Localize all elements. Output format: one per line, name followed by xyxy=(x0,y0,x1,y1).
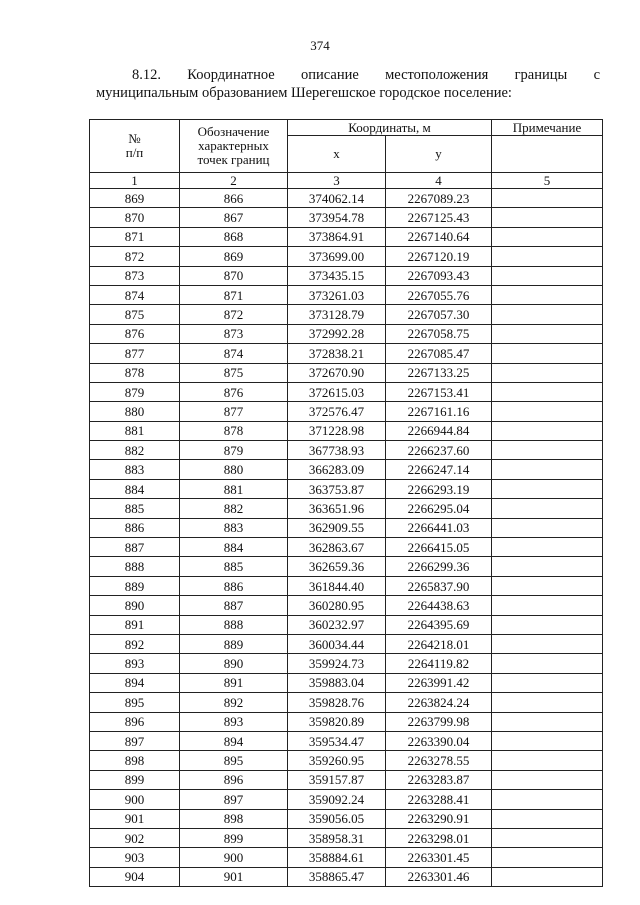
cell-x: 360280.95 xyxy=(288,596,386,615)
cell-y: 2267093.43 xyxy=(386,266,492,285)
heading-section-number: 8.12. xyxy=(132,67,161,83)
heading-word: описание xyxy=(301,67,359,83)
cell-point-designation: 898 xyxy=(180,809,288,828)
cell-row-number: 881 xyxy=(90,421,180,440)
cell-y: 2263390.04 xyxy=(386,731,492,750)
cell-point-designation: 866 xyxy=(180,189,288,208)
table-row xyxy=(90,305,603,324)
cell-x: 371228.98 xyxy=(288,421,386,440)
cell-row-number: 884 xyxy=(90,479,180,498)
cell-y: 2263799.98 xyxy=(386,712,492,731)
cell-x: 362863.67 xyxy=(288,538,386,557)
cell-point-designation: 870 xyxy=(180,266,288,285)
cell-y: 2266295.04 xyxy=(386,499,492,518)
cell-x: 359924.73 xyxy=(288,654,386,673)
heading-line-1 xyxy=(96,66,600,84)
cell-y: 2267057.30 xyxy=(386,305,492,324)
cell-y: 2263824.24 xyxy=(386,693,492,712)
table-row xyxy=(90,634,603,653)
cell-row-number: 883 xyxy=(90,460,180,479)
cell-note xyxy=(492,848,603,867)
header-y: y xyxy=(386,136,492,173)
cell-y: 2264395.69 xyxy=(386,615,492,634)
cell-x: 362659.36 xyxy=(288,557,386,576)
cell-x: 373435.15 xyxy=(288,266,386,285)
section-heading xyxy=(96,66,600,102)
cell-note xyxy=(492,266,603,285)
cell-row-number: 903 xyxy=(90,848,180,867)
cell-x: 372615.03 xyxy=(288,382,386,401)
cell-point-designation: 896 xyxy=(180,770,288,789)
table-row xyxy=(90,344,603,363)
table-row xyxy=(90,518,603,537)
cell-point-designation: 897 xyxy=(180,790,288,809)
table-row xyxy=(90,848,603,867)
cell-x: 359056.05 xyxy=(288,809,386,828)
column-number: 3 xyxy=(288,173,386,189)
heading-word: с xyxy=(593,67,600,83)
cell-note xyxy=(492,421,603,440)
cell-note xyxy=(492,751,603,770)
cell-note xyxy=(492,557,603,576)
cell-x: 359092.24 xyxy=(288,790,386,809)
cell-y: 2263298.01 xyxy=(386,828,492,847)
cell-row-number: 891 xyxy=(90,615,180,634)
cell-row-number: 890 xyxy=(90,596,180,615)
table-row xyxy=(90,382,603,401)
cell-row-number: 871 xyxy=(90,227,180,246)
header-note-empty xyxy=(492,136,603,173)
cell-x: 359820.89 xyxy=(288,712,386,731)
cell-x: 372576.47 xyxy=(288,402,386,421)
table-row xyxy=(90,363,603,382)
cell-point-designation: 881 xyxy=(180,479,288,498)
cell-point-designation: 889 xyxy=(180,634,288,653)
cell-note xyxy=(492,460,603,479)
cell-x: 360232.97 xyxy=(288,615,386,634)
cell-note xyxy=(492,790,603,809)
page-number: 374 xyxy=(310,38,330,53)
cell-note xyxy=(492,285,603,304)
cell-y: 2266415.05 xyxy=(386,538,492,557)
table-row xyxy=(90,557,603,576)
cell-note xyxy=(492,518,603,537)
cell-x: 362909.55 xyxy=(288,518,386,537)
table-row xyxy=(90,828,603,847)
cell-row-number: 900 xyxy=(90,790,180,809)
cell-y: 2263301.46 xyxy=(386,867,492,886)
cell-x: 358865.47 xyxy=(288,867,386,886)
cell-y: 2266237.60 xyxy=(386,441,492,460)
cell-row-number: 876 xyxy=(90,324,180,343)
cell-row-number: 892 xyxy=(90,634,180,653)
header-designation-line2: характерных xyxy=(198,138,269,153)
header-designation-line3: точек границ xyxy=(197,152,270,167)
table-row xyxy=(90,189,603,208)
cell-point-designation: 890 xyxy=(180,654,288,673)
cell-note xyxy=(492,828,603,847)
cell-row-number: 882 xyxy=(90,441,180,460)
cell-note xyxy=(492,712,603,731)
cell-x: 359828.76 xyxy=(288,693,386,712)
cell-note xyxy=(492,596,603,615)
cell-note xyxy=(492,324,603,343)
cell-x: 374062.14 xyxy=(288,189,386,208)
cell-y: 2266944.84 xyxy=(386,421,492,440)
cell-y: 2267120.19 xyxy=(386,247,492,266)
cell-point-designation: 875 xyxy=(180,363,288,382)
cell-y: 2263301.45 xyxy=(386,848,492,867)
table-body xyxy=(90,189,603,887)
cell-x: 367738.93 xyxy=(288,441,386,460)
cell-x: 373864.91 xyxy=(288,227,386,246)
cell-y: 2267153.41 xyxy=(386,382,492,401)
table-row xyxy=(90,538,603,557)
cell-y: 2267125.43 xyxy=(386,208,492,227)
cell-x: 358958.31 xyxy=(288,828,386,847)
cell-x: 373261.03 xyxy=(288,285,386,304)
cell-row-number: 895 xyxy=(90,693,180,712)
cell-point-designation: 878 xyxy=(180,421,288,440)
cell-point-designation: 901 xyxy=(180,867,288,886)
cell-note xyxy=(492,693,603,712)
cell-point-designation: 874 xyxy=(180,344,288,363)
cell-x: 363651.96 xyxy=(288,499,386,518)
table-row xyxy=(90,770,603,789)
cell-note xyxy=(492,634,603,653)
cell-point-designation: 876 xyxy=(180,382,288,401)
cell-row-number: 893 xyxy=(90,654,180,673)
cell-row-number: 904 xyxy=(90,867,180,886)
cell-point-designation: 886 xyxy=(180,576,288,595)
cell-note xyxy=(492,363,603,382)
cell-row-number: 880 xyxy=(90,402,180,421)
table-row xyxy=(90,285,603,304)
table-row xyxy=(90,324,603,343)
cell-note xyxy=(492,247,603,266)
header-number-sign: № xyxy=(128,131,141,146)
cell-point-designation: 873 xyxy=(180,324,288,343)
cell-x: 359157.87 xyxy=(288,770,386,789)
cell-point-designation: 894 xyxy=(180,731,288,750)
cell-y: 2267058.75 xyxy=(386,324,492,343)
table-row xyxy=(90,266,603,285)
cell-point-designation: 871 xyxy=(180,285,288,304)
cell-row-number: 894 xyxy=(90,673,180,692)
cell-point-designation: 883 xyxy=(180,518,288,537)
header-note: Примечание xyxy=(492,120,603,136)
cell-row-number: 886 xyxy=(90,518,180,537)
cell-x: 359534.47 xyxy=(288,731,386,750)
cell-y: 2263288.41 xyxy=(386,790,492,809)
table-row xyxy=(90,460,603,479)
cell-note xyxy=(492,654,603,673)
cell-x: 372992.28 xyxy=(288,324,386,343)
table-row xyxy=(90,227,603,246)
cell-point-designation: 867 xyxy=(180,208,288,227)
table-row xyxy=(90,654,603,673)
cell-note xyxy=(492,538,603,557)
cell-note xyxy=(492,809,603,828)
cell-x: 373699.00 xyxy=(288,247,386,266)
cell-row-number: 902 xyxy=(90,828,180,847)
cell-note xyxy=(492,441,603,460)
cell-point-designation: 884 xyxy=(180,538,288,557)
cell-point-designation: 893 xyxy=(180,712,288,731)
heading-word: местоположения xyxy=(385,67,489,83)
cell-note xyxy=(492,673,603,692)
cell-row-number: 869 xyxy=(90,189,180,208)
table-row xyxy=(90,712,603,731)
cell-note xyxy=(492,402,603,421)
cell-row-number: 879 xyxy=(90,382,180,401)
header-x: x xyxy=(288,136,386,173)
cell-row-number: 898 xyxy=(90,751,180,770)
header-row-number xyxy=(90,120,180,173)
cell-point-designation: 879 xyxy=(180,441,288,460)
cell-row-number: 887 xyxy=(90,538,180,557)
cell-x: 373128.79 xyxy=(288,305,386,324)
table-row xyxy=(90,402,603,421)
cell-row-number: 885 xyxy=(90,499,180,518)
cell-y: 2266247.14 xyxy=(386,460,492,479)
cell-point-designation: 891 xyxy=(180,673,288,692)
cell-row-number: 888 xyxy=(90,557,180,576)
table-row xyxy=(90,790,603,809)
column-number: 1 xyxy=(90,173,180,189)
cell-x: 361844.40 xyxy=(288,576,386,595)
cell-note xyxy=(492,305,603,324)
cell-y: 2265837.90 xyxy=(386,576,492,595)
cell-x: 363753.87 xyxy=(288,479,386,498)
table-header xyxy=(90,120,603,189)
cell-row-number: 897 xyxy=(90,731,180,750)
cell-row-number: 901 xyxy=(90,809,180,828)
cell-note xyxy=(492,576,603,595)
header-designation-line1: Обозначение xyxy=(197,124,270,139)
cell-row-number: 896 xyxy=(90,712,180,731)
cell-y: 2266293.19 xyxy=(386,479,492,498)
header-point-designation xyxy=(180,120,288,173)
table-row xyxy=(90,673,603,692)
cell-note xyxy=(492,227,603,246)
table-row xyxy=(90,576,603,595)
table-row xyxy=(90,421,603,440)
cell-y: 2263283.87 xyxy=(386,770,492,789)
cell-y: 2264218.01 xyxy=(386,634,492,653)
cell-x: 372670.90 xyxy=(288,363,386,382)
cell-row-number: 873 xyxy=(90,266,180,285)
cell-row-number: 875 xyxy=(90,305,180,324)
table-row xyxy=(90,751,603,770)
cell-x: 372838.21 xyxy=(288,344,386,363)
cell-row-number: 889 xyxy=(90,576,180,595)
coordinates-table xyxy=(89,119,603,887)
cell-point-designation: 868 xyxy=(180,227,288,246)
cell-note xyxy=(492,382,603,401)
header-coordinates: Координаты, м xyxy=(288,120,492,136)
column-number: 2 xyxy=(180,173,288,189)
cell-point-designation: 888 xyxy=(180,615,288,634)
cell-y: 2267161.16 xyxy=(386,402,492,421)
cell-note xyxy=(492,189,603,208)
cell-note xyxy=(492,479,603,498)
cell-y: 2266441.03 xyxy=(386,518,492,537)
table-row xyxy=(90,208,603,227)
cell-row-number: 870 xyxy=(90,208,180,227)
cell-note xyxy=(492,867,603,886)
table-row xyxy=(90,615,603,634)
cell-y: 2267140.64 xyxy=(386,227,492,246)
cell-point-designation: 869 xyxy=(180,247,288,266)
cell-row-number: 874 xyxy=(90,285,180,304)
cell-y: 2267085.47 xyxy=(386,344,492,363)
cell-note xyxy=(492,208,603,227)
heading-line-2: муниципальным образованием Шерегешское городское поселение: xyxy=(96,85,512,101)
header-pp: п/п xyxy=(125,145,144,160)
cell-point-designation: 895 xyxy=(180,751,288,770)
cell-x: 359883.04 xyxy=(288,673,386,692)
cell-point-designation: 900 xyxy=(180,848,288,867)
cell-y: 2263991.42 xyxy=(386,673,492,692)
cell-point-designation: 892 xyxy=(180,693,288,712)
cell-point-designation: 877 xyxy=(180,402,288,421)
cell-y: 2264438.63 xyxy=(386,596,492,615)
cell-x: 358884.61 xyxy=(288,848,386,867)
cell-y: 2263290.91 xyxy=(386,809,492,828)
cell-note xyxy=(492,615,603,634)
cell-note xyxy=(492,499,603,518)
cell-note xyxy=(492,731,603,750)
cell-row-number: 877 xyxy=(90,344,180,363)
table-row xyxy=(90,479,603,498)
cell-note xyxy=(492,344,603,363)
column-number: 4 xyxy=(386,173,492,189)
cell-point-designation: 887 xyxy=(180,596,288,615)
table-row xyxy=(90,441,603,460)
cell-y: 2267133.25 xyxy=(386,363,492,382)
cell-point-designation: 880 xyxy=(180,460,288,479)
cell-point-designation: 872 xyxy=(180,305,288,324)
cell-point-designation: 899 xyxy=(180,828,288,847)
column-number: 5 xyxy=(492,173,603,189)
table-row xyxy=(90,693,603,712)
table-row xyxy=(90,247,603,266)
cell-y: 2266299.36 xyxy=(386,557,492,576)
table-row xyxy=(90,731,603,750)
cell-x: 366283.09 xyxy=(288,460,386,479)
cell-row-number: 872 xyxy=(90,247,180,266)
cell-y: 2267055.76 xyxy=(386,285,492,304)
cell-x: 360034.44 xyxy=(288,634,386,653)
heading-word: Координатное xyxy=(187,67,275,83)
cell-row-number: 878 xyxy=(90,363,180,382)
table-row xyxy=(90,596,603,615)
heading-word: границы xyxy=(514,67,568,83)
cell-y: 2264119.82 xyxy=(386,654,492,673)
cell-note xyxy=(492,770,603,789)
cell-y: 2267089.23 xyxy=(386,189,492,208)
cell-x: 373954.78 xyxy=(288,208,386,227)
cell-point-designation: 882 xyxy=(180,499,288,518)
cell-x: 359260.95 xyxy=(288,751,386,770)
table-row xyxy=(90,499,603,518)
table-row xyxy=(90,809,603,828)
cell-row-number: 899 xyxy=(90,770,180,789)
cell-y: 2263278.55 xyxy=(386,751,492,770)
cell-point-designation: 885 xyxy=(180,557,288,576)
table-row xyxy=(90,867,603,886)
